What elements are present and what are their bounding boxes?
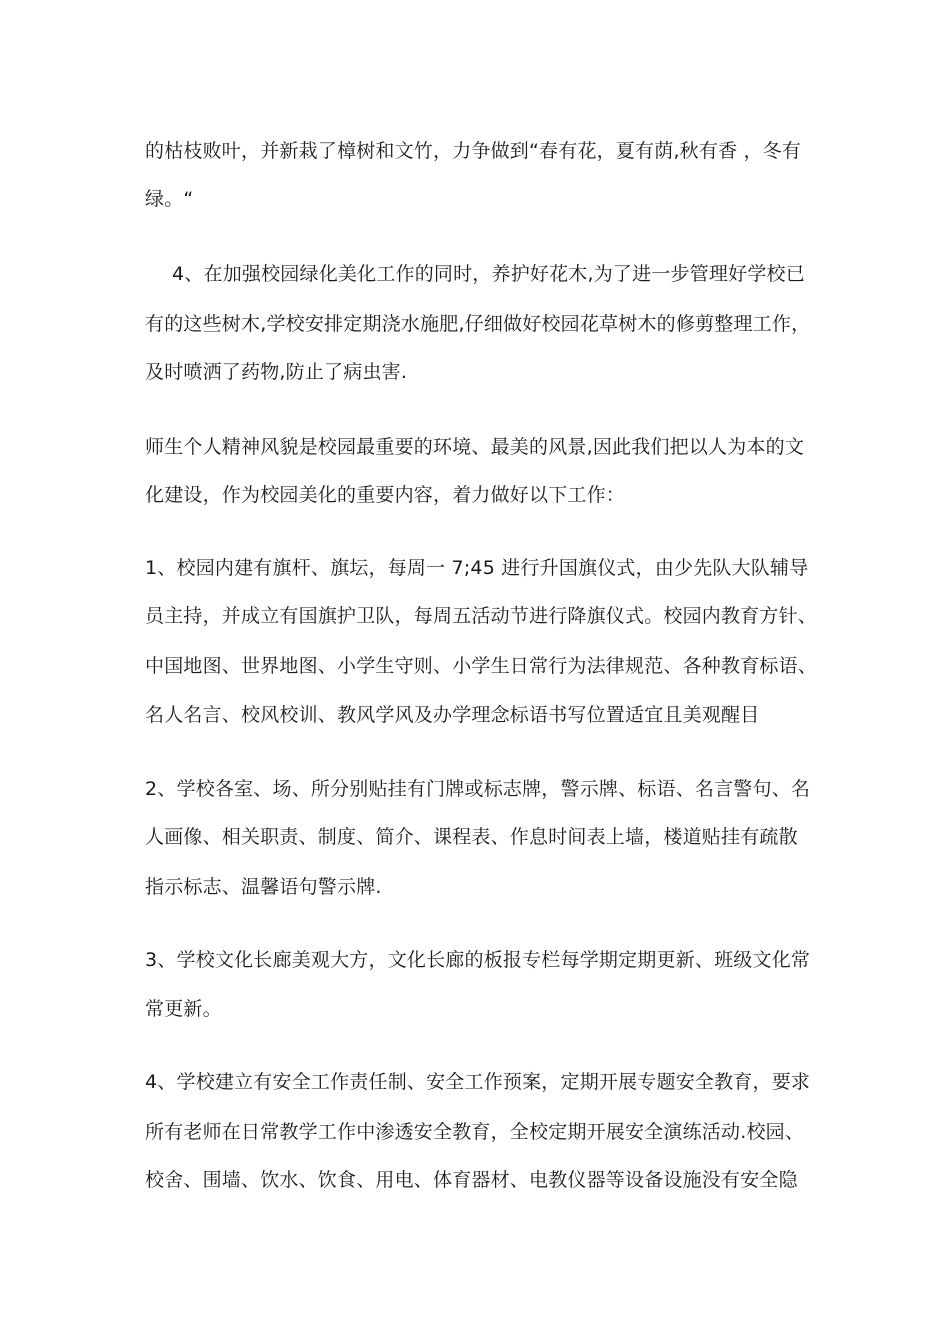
- text-line: 有的这些树木,学校安排定期浇水施肥,仔细做好校园花草树木的修剪整理工作，: [145, 313, 811, 335]
- text-line: 的枯枝败叶，并新栽了樟树和文竹，力争做到“春有花，夏有荫,秋有香 ，冬有: [145, 140, 802, 162]
- text-line: 常更新。: [145, 998, 222, 1020]
- text-line: 员主持，并成立有国旗护卫队，每周五活动节进行降旗仪式。校园内教育方针、: [145, 605, 818, 627]
- text-line: 指示标志、温馨语句警示牌.: [145, 876, 382, 898]
- text-line: 师生个人精神风貌是校园最重要的环境、最美的风景,因此我们把以人为本的文: [145, 436, 805, 458]
- text-line: 3、学校文化长廊美观大方，文化长廊的板报专栏每学期定期更新、班级文化常: [145, 949, 811, 971]
- text-line: 1、校园内建有旗杆、旗坛，每周一 7;45 进行升国旗仪式，由少先队大队辅导: [145, 557, 809, 579]
- text-line: 名人名言、校风校训、教风学风及办学理念标语书写位置适宜且美观醒目: [145, 704, 760, 726]
- text-line: 化建设，作为校园美化的重要内容，着力做好以下工作：: [145, 484, 626, 506]
- text-line: 及时喷洒了药物,防止了病虫害.: [145, 361, 408, 383]
- text-line: 人画像、相关职责、制度、简介、课程表、作息时间表上墙，楼道贴挂有疏散: [145, 826, 798, 848]
- text-line: 中国地图、世界地图、小学生守则、小学生日常行为法律规范、各种教育标语、: [145, 655, 818, 677]
- text-line: 绿。“: [145, 188, 194, 210]
- text-line: 4、学校建立有安全工作责任制、安全工作预案，定期开展专题安全教育，要求: [145, 1071, 811, 1093]
- text-line: 4、在加强校园绿化美化工作的同时，养护好花木,为了进一步管理好学校已: [172, 263, 805, 285]
- text-line: 校舍、围墙、饮水、饮食、用电、体育器材、电教仪器等设备设施没有安全隐: [145, 1169, 798, 1191]
- text-line: 2、学校各室、场、所分别贴挂有门牌或标志牌，警示牌、标语、名言警句、名: [145, 778, 811, 800]
- text-line: 所有老师在日常教学工作中渗透安全教育，全校定期开展安全演练活动.校园、: [145, 1121, 805, 1143]
